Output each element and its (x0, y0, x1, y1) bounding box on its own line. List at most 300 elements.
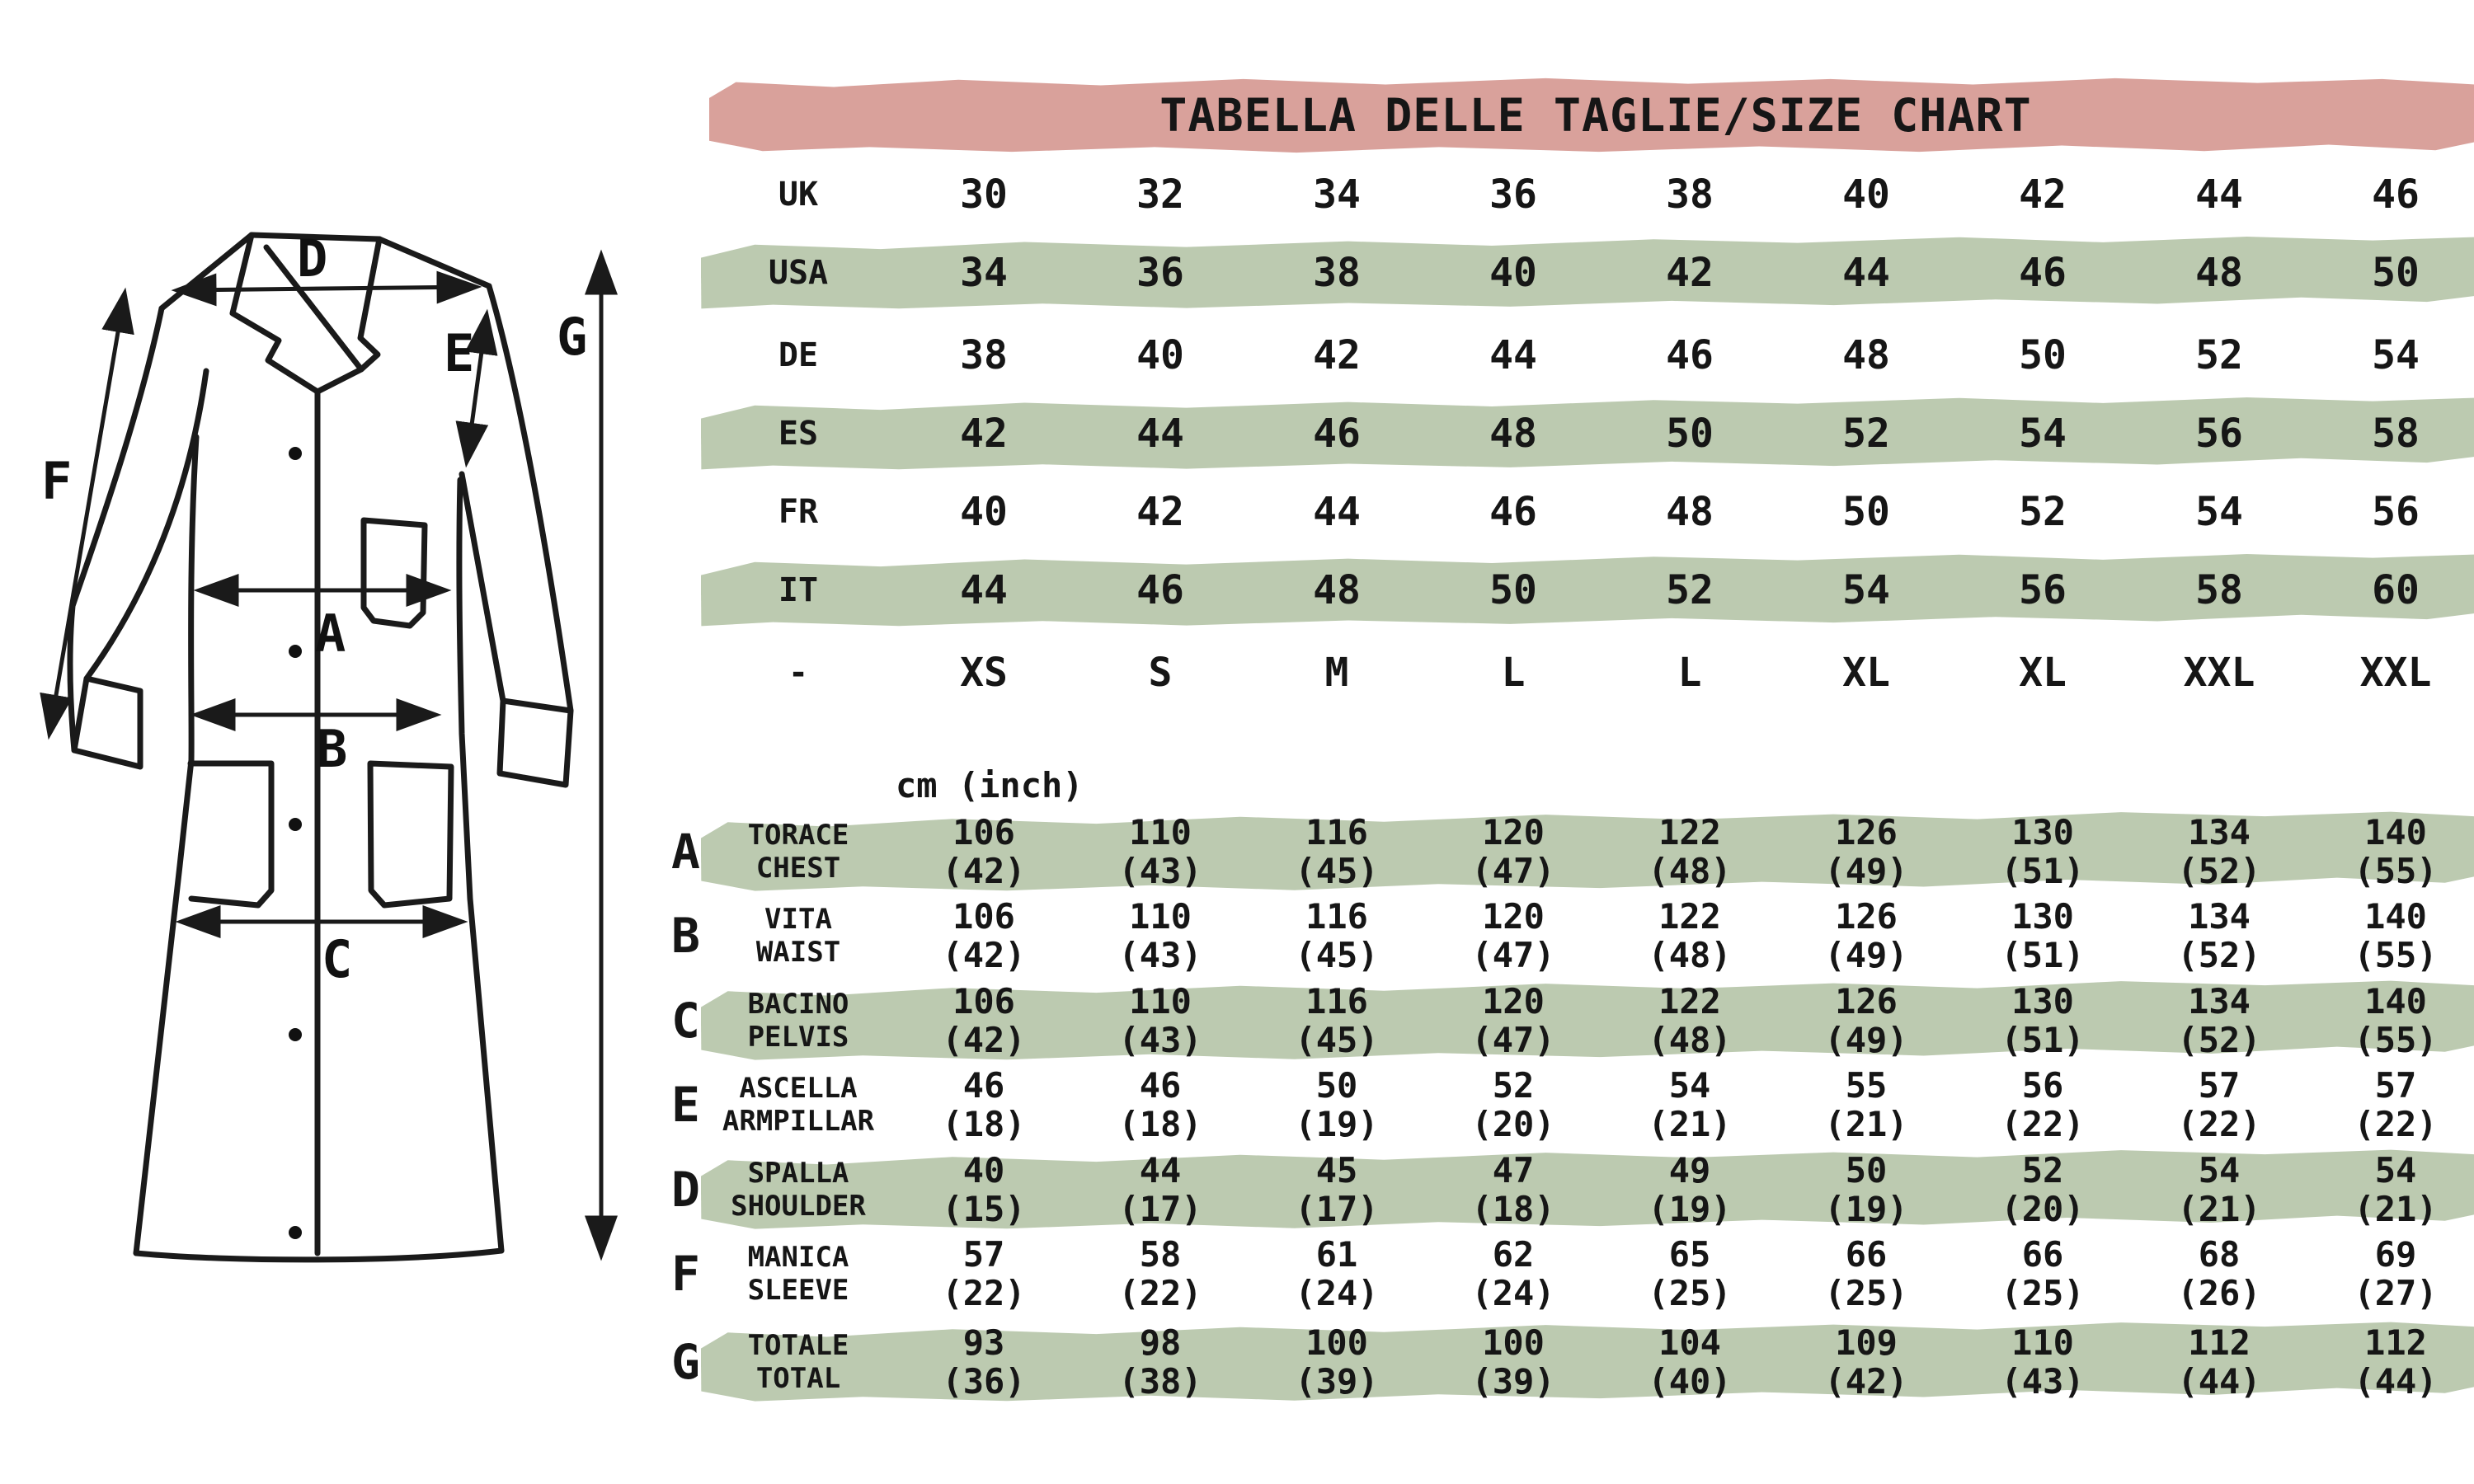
garment-diagram (8, 74, 651, 1344)
measure-value-inch: (22) (942, 1273, 1026, 1313)
measure-value-cm: 120 (1482, 981, 1545, 1021)
measure-value-cm: 116 (1305, 896, 1368, 937)
measure-value-cm: 66 (1845, 1234, 1888, 1275)
measure-value-inch: (47) (1471, 1020, 1555, 1060)
measure-value-inch: (22) (2001, 1104, 2085, 1144)
measure-value-cm: 66 (2021, 1234, 2064, 1275)
measure-value (1954, 1066, 2131, 1144)
measure-value-cm: 57 (2374, 1065, 2417, 1106)
size-value: 50 (1666, 410, 1714, 457)
measure-value-inch: (42) (942, 851, 1026, 891)
measure-row-c (668, 978, 2474, 1064)
measure-value-inch: (43) (1118, 851, 1202, 891)
measure-value-cm: 47 (1492, 1150, 1535, 1190)
size-value: 40 (1489, 249, 1537, 296)
measure-value-inch: (21) (2354, 1189, 2438, 1229)
measure-value-inch: (45) (1295, 851, 1379, 891)
measure-value (1954, 813, 2131, 890)
measure-letter: E (671, 1077, 700, 1133)
measure-value-inch: (18) (942, 1104, 1026, 1144)
measure-value-cm: 110 (1129, 812, 1192, 852)
measure-value (2131, 982, 2307, 1059)
measure-value-cm: 110 (2011, 1322, 2074, 1363)
measure-value-inch: (45) (1295, 1020, 1379, 1060)
measure-value-inch: (51) (2001, 935, 2085, 975)
measure-value-inch: (51) (2001, 1020, 2085, 1060)
size-value: 52 (2195, 331, 2243, 378)
measure-value-inch: (47) (1471, 851, 1555, 891)
measure-value-inch: (17) (1118, 1189, 1202, 1229)
measure-value-inch: (26) (2177, 1273, 2261, 1313)
measure-value-inch: (22) (2177, 1104, 2261, 1144)
measure-row-f (668, 1231, 2474, 1317)
measure-letter: D (671, 1162, 700, 1218)
measure-value (1249, 813, 1425, 890)
size-value: 42 (1666, 249, 1714, 296)
measure-value-inch: (27) (2354, 1273, 2438, 1313)
size-value: 44 (1313, 488, 1361, 535)
measure-value-cm: 62 (1492, 1234, 1535, 1275)
size-value: 46 (1313, 410, 1361, 457)
measure-value (1249, 1235, 1425, 1313)
measure-value (896, 1066, 1072, 1144)
buttons (289, 447, 302, 1239)
measure-label-it: VITA (764, 903, 832, 936)
size-value: 44 (1136, 410, 1184, 457)
size-value: S (1148, 649, 1173, 696)
diagram-letter-e: E (444, 323, 475, 383)
diagram-letter-d: D (297, 228, 328, 289)
size-value: L (1501, 649, 1526, 696)
measure-value (1072, 982, 1249, 1059)
size-value: 52 (1666, 566, 1714, 613)
left-cuff (74, 679, 140, 767)
measure-value-cm: 46 (962, 1065, 1005, 1106)
measure-value-inch: (36) (942, 1361, 1026, 1402)
measure-value (2307, 897, 2474, 974)
size-value: 54 (2372, 331, 2420, 378)
measure-value (1072, 1235, 1249, 1313)
measure-letter: C (671, 993, 700, 1049)
measure-value-cm: 130 (2011, 812, 2074, 852)
measure-label-en: WAIST (755, 936, 841, 969)
measure-value (1602, 813, 1778, 890)
size-value: 44 (960, 566, 1008, 613)
measure-value (1778, 1323, 1954, 1401)
size-standard-label: ES (778, 414, 819, 453)
size-standard-label: UK (778, 175, 819, 214)
measure-label (701, 903, 896, 969)
size-value: 42 (960, 410, 1008, 457)
measure-value (1602, 982, 1778, 1059)
measure-label-it: TOTALE (747, 1329, 849, 1362)
measure-value (896, 897, 1072, 974)
measure-value (2131, 897, 2307, 974)
size-value: 52 (2019, 488, 2067, 535)
size-standard-label: DE (778, 336, 819, 374)
measure-value (1602, 1235, 1778, 1313)
size-value: 58 (2195, 566, 2243, 613)
measure-value (1425, 1066, 1602, 1144)
measure-value-inch: (55) (2354, 1020, 2438, 1060)
measure-value-inch: (49) (1824, 851, 1908, 891)
measure-value-inch: (44) (2177, 1361, 2261, 1402)
page-title: TABELLA DELLE TAGLIE/SIZE CHART (1159, 89, 2032, 142)
size-value: 50 (1489, 566, 1537, 613)
size-row-de (668, 316, 2474, 394)
right-cuff (500, 701, 571, 785)
size-value: XL (1842, 649, 1890, 696)
measure-value-cm: 49 (1668, 1150, 1711, 1190)
size-value: 48 (1842, 331, 1890, 378)
measure-value (2131, 1323, 2307, 1401)
measure-label-en: SLEEVE (747, 1274, 849, 1307)
size-value: 54 (2195, 488, 2243, 535)
measure-value (1249, 1323, 1425, 1401)
measure-value (2307, 1151, 2474, 1228)
measure-value-cm: 134 (2188, 812, 2251, 852)
size-value: XXL (2359, 649, 2432, 696)
measure-value (2307, 813, 2474, 890)
measure-value-inch: (48) (1648, 1020, 1732, 1060)
measure-value-inch: (24) (1471, 1273, 1555, 1313)
size-value: 32 (1136, 171, 1184, 218)
measure-value-inch: (44) (2354, 1361, 2438, 1402)
measure-value-inch: (15) (942, 1189, 1026, 1229)
size-table (668, 0, 2474, 1484)
measure-value-cm: 68 (2198, 1234, 2241, 1275)
arrow-f-sleeve (49, 294, 125, 734)
measure-value (1778, 1066, 1954, 1144)
measure-value-cm: 54 (2374, 1150, 2417, 1190)
measure-value (2307, 1066, 2474, 1144)
size-value: M (1324, 649, 1349, 696)
size-standard-label: IT (778, 571, 819, 609)
measure-label-en: PELVIS (747, 1021, 849, 1054)
measure-value-cm: 110 (1129, 981, 1192, 1021)
size-value: 50 (1842, 488, 1890, 535)
measure-label-en: SHOULDER (731, 1190, 866, 1223)
measure-value (1425, 1151, 1602, 1228)
measure-value-inch: (39) (1295, 1361, 1379, 1402)
measure-value-cm: 104 (1658, 1322, 1721, 1363)
measure-value (1778, 982, 1954, 1059)
measure-value-cm: 130 (2011, 981, 2074, 1021)
size-value: 38 (960, 331, 1008, 378)
size-row-usa (668, 233, 2474, 312)
measure-value-inch: (43) (1118, 935, 1202, 975)
measure-value (1602, 1066, 1778, 1144)
measure-value (1778, 897, 1954, 974)
measure-label-it: MANICA (747, 1241, 849, 1274)
size-value: 40 (960, 488, 1008, 535)
size-value: 48 (2195, 249, 2243, 296)
measure-value-cm: 40 (962, 1150, 1005, 1190)
measure-value (1249, 1066, 1425, 1144)
measure-value-inch: (52) (2177, 935, 2261, 975)
measure-value (2307, 982, 2474, 1059)
measure-value (1425, 982, 1602, 1059)
size-row-uk (668, 155, 2474, 233)
measure-value-cm: 126 (1835, 981, 1898, 1021)
measure-row-e (668, 1062, 2474, 1148)
measure-value (896, 813, 1072, 890)
measure-value-cm: 130 (2011, 896, 2074, 937)
measure-value-cm: 110 (1129, 896, 1192, 937)
measure-letter: G (671, 1334, 700, 1390)
measure-value-cm: 44 (1139, 1150, 1182, 1190)
measure-value-cm: 140 (2364, 812, 2427, 852)
measure-value-inch: (21) (1824, 1104, 1908, 1144)
measure-value-cm: 112 (2188, 1322, 2251, 1363)
measure-value (2131, 1066, 2307, 1144)
measure-value-inch: (22) (2354, 1104, 2438, 1144)
measure-label (701, 1241, 896, 1307)
size-value: 56 (2195, 410, 2243, 457)
measure-value-cm: 50 (1845, 1150, 1888, 1190)
size-value: L (1677, 649, 1702, 696)
measure-value-cm: 112 (2364, 1322, 2427, 1363)
size-value: 60 (2372, 566, 2420, 613)
measure-value-inch: (18) (1471, 1189, 1555, 1229)
measure-value-inch: (20) (2001, 1189, 2085, 1229)
measure-value (1954, 982, 2131, 1059)
hip-pocket-left (190, 763, 271, 905)
measure-value (1954, 897, 2131, 974)
size-value: 46 (2372, 171, 2420, 218)
measure-value (2307, 1323, 2474, 1401)
measure-label (701, 1157, 896, 1223)
measure-value-inch: (48) (1648, 935, 1732, 975)
measure-value (1954, 1151, 2131, 1228)
size-value: 42 (1313, 331, 1361, 378)
size-value: 46 (1489, 488, 1537, 535)
measure-value-inch: (52) (2177, 1020, 2261, 1060)
measure-value-inch: (21) (2177, 1189, 2261, 1229)
diagram-letter-b: B (317, 719, 348, 779)
size-value: 38 (1313, 249, 1361, 296)
measure-value (896, 1323, 1072, 1401)
measure-value (1072, 1323, 1249, 1401)
measure-value-inch: (52) (2177, 851, 2261, 891)
measure-value-cm: 61 (1315, 1234, 1358, 1275)
measure-value-cm: 69 (2374, 1234, 2417, 1275)
measure-value-cm: 116 (1305, 981, 1368, 1021)
measure-letter: F (671, 1246, 700, 1302)
measure-value (1602, 1151, 1778, 1228)
measure-value-cm: 120 (1482, 812, 1545, 852)
size-value: 56 (2372, 488, 2420, 535)
size-value: 46 (2019, 249, 2067, 296)
size-value: XXL (2183, 649, 2255, 696)
size-value: 54 (2019, 410, 2067, 457)
measure-value-inch: (38) (1118, 1361, 1202, 1402)
measure-value-inch: (40) (1648, 1361, 1732, 1402)
measure-value-cm: 122 (1658, 812, 1721, 852)
diagram-letter-a: A (315, 603, 346, 664)
measure-value (1072, 813, 1249, 890)
measure-value (1778, 1151, 1954, 1228)
measure-value-cm: 106 (952, 981, 1015, 1021)
measure-value-cm: 100 (1305, 1322, 1368, 1363)
measure-value-inch: (49) (1824, 935, 1908, 975)
size-value: 48 (1666, 488, 1714, 535)
measure-value-cm: 134 (2188, 896, 2251, 937)
measure-value-cm: 52 (1492, 1065, 1535, 1106)
chest-pocket (364, 520, 425, 626)
diagram-letter-c: C (322, 929, 353, 989)
measure-value-cm: 106 (952, 812, 1015, 852)
measure-value-cm: 120 (1482, 896, 1545, 937)
measure-value (2131, 813, 2307, 890)
measure-value-inch: (48) (1648, 851, 1732, 891)
measure-value-inch: (18) (1118, 1104, 1202, 1144)
size-standard-label: - (788, 653, 809, 692)
title-row (668, 76, 2474, 155)
size-value: 40 (1136, 331, 1184, 378)
size-value: 48 (1313, 566, 1361, 613)
measure-value (1072, 1151, 1249, 1228)
measure-value (1425, 897, 1602, 974)
size-standard-label: USA (768, 253, 829, 292)
measure-value (1954, 1323, 2131, 1401)
measure-row-d (668, 1147, 2474, 1233)
size-row-fr (668, 472, 2474, 551)
size-value: 44 (2195, 171, 2243, 218)
measure-value-cm: 58 (1139, 1234, 1182, 1275)
measure-value (1954, 1235, 2131, 1313)
measure-value-inch: (25) (1648, 1273, 1732, 1313)
measure-value-cm: 140 (2364, 981, 2427, 1021)
measure-value-cm: 54 (2198, 1150, 2241, 1190)
measure-value-inch: (55) (2354, 935, 2438, 975)
size-value: 38 (1666, 171, 1714, 218)
measure-value-cm: 46 (1139, 1065, 1182, 1106)
size-row-es (668, 394, 2474, 472)
measure-value-inch: (25) (1824, 1273, 1908, 1313)
measure-letter: B (671, 908, 700, 964)
measure-value-cm: 93 (962, 1322, 1005, 1363)
size-row-it (668, 551, 2474, 629)
size-value: 34 (1313, 171, 1361, 218)
measure-value (1249, 897, 1425, 974)
measure-label (701, 1072, 896, 1138)
unit-note: cm (inch) (896, 765, 1084, 805)
size-value: 42 (1136, 488, 1184, 535)
measure-value-inch: (42) (942, 1020, 1026, 1060)
measure-label-it: TORACE (747, 819, 849, 852)
size-value: 54 (1842, 566, 1890, 613)
size-value: 52 (1842, 410, 1890, 457)
measure-value (2131, 1235, 2307, 1313)
measure-value (1778, 1235, 1954, 1313)
measure-value-cm: 54 (1668, 1065, 1711, 1106)
measure-value-cm: 52 (2021, 1150, 2064, 1190)
measure-label (701, 1329, 896, 1395)
size-value: 46 (1666, 331, 1714, 378)
measure-value (1778, 813, 1954, 890)
measure-value-inch: (45) (1295, 935, 1379, 975)
measure-value (896, 1151, 1072, 1228)
measure-value-inch: (42) (942, 935, 1026, 975)
measure-letter: A (671, 824, 700, 880)
measure-row-b (668, 893, 2474, 979)
size-value: 48 (1489, 410, 1537, 457)
measure-value-cm: 50 (1315, 1065, 1358, 1106)
measure-value-inch: (43) (2001, 1361, 2085, 1402)
size-value: 56 (2019, 566, 2067, 613)
measure-value-cm: 140 (2364, 896, 2427, 937)
measure-value-cm: 57 (2198, 1065, 2241, 1106)
measure-value-cm: 57 (962, 1234, 1005, 1275)
measure-value-inch: (49) (1824, 1020, 1908, 1060)
measure-value (1249, 982, 1425, 1059)
measure-value (2131, 1151, 2307, 1228)
measure-value (2307, 1235, 2474, 1313)
size-value: 30 (960, 171, 1008, 218)
measure-label-it: SPALLA (747, 1157, 849, 1190)
measure-value (1425, 1235, 1602, 1313)
measure-value-inch: (21) (1648, 1104, 1732, 1144)
measure-value (1602, 1323, 1778, 1401)
size-value: 34 (960, 249, 1008, 296)
measure-value-cm: 100 (1482, 1322, 1545, 1363)
measure-value-cm: 65 (1668, 1234, 1711, 1275)
measure-label-en: ARMPILLAR (722, 1105, 875, 1138)
measure-value (1602, 897, 1778, 974)
size-value: 50 (2019, 331, 2067, 378)
measure-value-inch: (22) (1118, 1273, 1202, 1313)
measure-label (701, 819, 896, 885)
size-value: 58 (2372, 410, 2420, 457)
size-value: 44 (1842, 249, 1890, 296)
measure-value (1425, 813, 1602, 890)
measure-value-cm: 56 (2021, 1065, 2064, 1106)
size-value: XS (960, 649, 1008, 696)
diagram-letter-g: G (557, 307, 588, 367)
measure-value-inch: (24) (1295, 1273, 1379, 1313)
measure-value (1072, 897, 1249, 974)
measure-value-cm: 45 (1315, 1150, 1358, 1190)
measure-label-it: ASCELLA (739, 1072, 858, 1105)
measure-value-inch: (47) (1471, 935, 1555, 975)
size-value: XL (2019, 649, 2067, 696)
measure-value-inch: (19) (1824, 1189, 1908, 1229)
measure-row-a (668, 809, 2474, 895)
measure-value-cm: 98 (1139, 1322, 1182, 1363)
measure-value-cm: 106 (952, 896, 1015, 937)
measure-value-inch: (17) (1295, 1189, 1379, 1229)
measure-row-g (668, 1319, 2474, 1405)
measure-value-inch: (19) (1648, 1189, 1732, 1229)
measure-value-inch: (55) (2354, 851, 2438, 891)
measure-label (701, 988, 896, 1054)
size-value: 50 (2372, 249, 2420, 296)
measure-value (1425, 1323, 1602, 1401)
measure-value (1072, 1066, 1249, 1144)
measure-value-inch: (20) (1471, 1104, 1555, 1144)
measure-value-cm: 55 (1845, 1065, 1888, 1106)
measure-value-cm: 122 (1658, 981, 1721, 1021)
measure-value-cm: 126 (1835, 812, 1898, 852)
diagram-letter-f: F (41, 451, 73, 511)
measure-value-inch: (19) (1295, 1104, 1379, 1144)
measure-value (896, 982, 1072, 1059)
size-row-intl (668, 633, 2474, 711)
size-value: 36 (1489, 171, 1537, 218)
measure-value (1249, 1151, 1425, 1228)
measure-value-inch: (39) (1471, 1361, 1555, 1402)
